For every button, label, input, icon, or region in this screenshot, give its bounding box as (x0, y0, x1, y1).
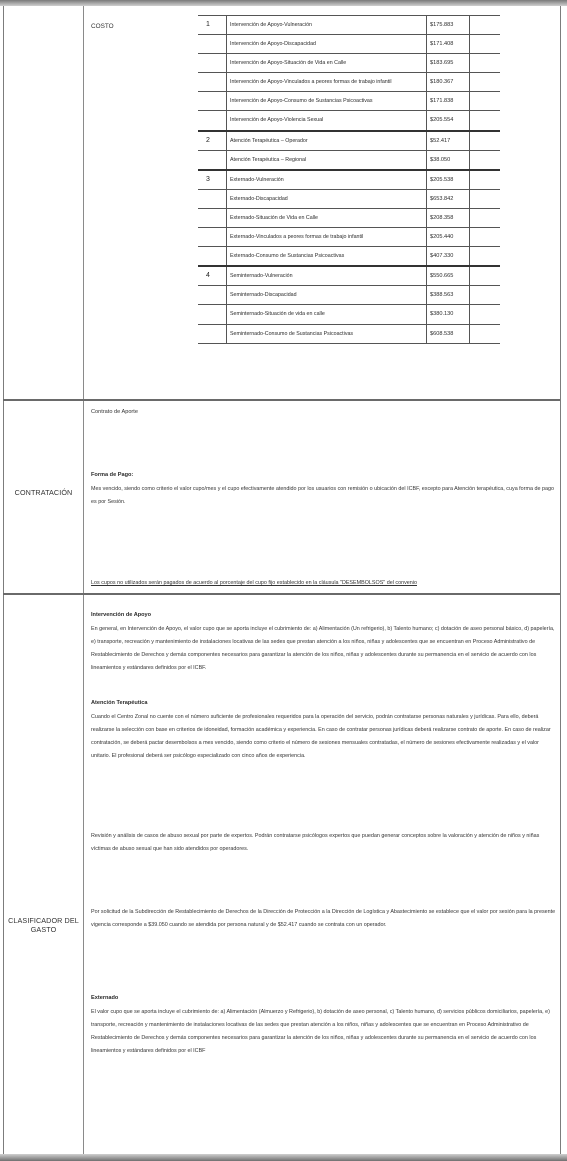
service-label: Seminternado-Vulneración (226, 267, 427, 285)
table-row (198, 92, 500, 111)
cost-value: $407.330 (427, 247, 470, 265)
intervencion-title: Intervención de Apoyo (91, 612, 152, 618)
cost-value: $550.665 (427, 267, 470, 285)
group-number: 3 (206, 175, 210, 183)
group-number (198, 73, 226, 91)
service-label: Intervención de Apoyo-Situación de Vida en Calle (226, 54, 427, 72)
service-label: Intervención de Apoyo-Vulneración (226, 16, 427, 34)
table-row (198, 267, 500, 286)
group-number: 2 (206, 136, 210, 144)
group-number (198, 35, 226, 53)
group-number (198, 151, 226, 169)
cost-value: $52.417 (427, 132, 470, 150)
group-number (198, 286, 226, 304)
group-number: 4 (206, 272, 210, 280)
cost-value: $205.440 (427, 228, 470, 246)
table-row (198, 151, 500, 171)
subdireccion-text: Por solicitud de la Subdirección de Restablecimiento de Derechos de la Dirección de Protección a la Dirección de Logística y Abastecimiento se establece que el valor por sesión para la presente vigencia corresponde a $39.050 cuando se atendida por persona natural y de $52.417 cuando se contrata con un operador. (91, 909, 556, 928)
service-label: Externado-Vulneración (226, 171, 427, 189)
table-row (198, 15, 500, 35)
group-number (198, 228, 226, 246)
table-row (198, 286, 500, 305)
group-number (198, 247, 226, 265)
table-row (198, 247, 500, 267)
table-row (198, 228, 500, 247)
contratacion-label: CONTRATACIÓN (14, 488, 73, 497)
service-label: Atención Terapéutica – Operador (226, 132, 427, 150)
service-label: Intervención de Apoyo-Vinculados a peores formas de trabajo infantil (226, 73, 427, 91)
cost-value: $388.563 (427, 286, 470, 304)
group-number (198, 209, 226, 227)
table-row (198, 73, 500, 92)
contratacion-tipo: Contrato de Aporte (91, 409, 138, 415)
cost-value: $653.842 (427, 190, 470, 208)
costo-table (198, 15, 500, 344)
table-row (198, 190, 500, 209)
forma-pago-title: Forma de Pago: (91, 472, 134, 478)
atencion-text: Cuando el Centro Zonal no cuente con el número suficiente de profesionales requeridos para la operación del servicio, podrán contratarse personas naturales y jurídicas. Para ello, deberá realizarse la selección con base en criterios de idoneidad, formación académica y experiencia. En caso de contratar personas jurídicas deberá realizarse contrato de aporte. En caso de realizar contratación, se deberá pactar desembolsos a mes vencido, siendo como criterio el número de sesiones mensuales contratadas, el número de sesiones efectivamente realizadas y el valor unitario. El profesional deberá ser psicólogo especializado con cinco años de experiencia. (91, 714, 551, 759)
table-row (198, 171, 500, 190)
clasificador-label: CLASIFICADOR DEL GASTO (8, 916, 79, 934)
revision-text: Revisión y análisis de casos de abuso sexual por parte de expertos. Podrán contratarse psicólogos expertos que puedan generar conceptos sobre la valoración y atención de niños y niñas víctimas de abuso sexual que han sido atendidos por operadores. (91, 833, 540, 852)
atencion-title: Atención Terapéutica (91, 700, 148, 706)
table-row (198, 305, 500, 324)
service-label: Externado-Vinculados a peores formas de trabajo infantil (226, 228, 427, 246)
row-divider-contratacion (3, 593, 560, 595)
table-row (198, 54, 500, 73)
externado-text: El valor cupo que se aporta incluye el cubrimiento de: a) Alimentación (Almuerzo y Refrigerio), b) dotación de aseo personal, c) Talento humano, d) servicios públicos domiciliarios, papelería, e) transporte, recreación y mantenimiento de instalaciones locativas de las sedes que prestan atención a los niños, niñas y adolescentes que se encuentran en Proceso Administrativo de Restablecimiento de Derechos y demás componentes necesarios para garantizar la atención de los niños, niñas y adolescentes durante su permanencia en el servicio de acuerdo con los lineamientos y estándares definidos por el ICBF (91, 1009, 550, 1054)
cost-value: $608.538 (427, 325, 470, 343)
service-label: Seminternado-Consumo de Sustancias Psicoactivas (226, 325, 427, 343)
cupos-note: Los cupos no utilizados serán pagados de acuerdo al porcentaje del cupo fijo establecido en la cláusula "DESEMBOLSOS" del convenio (91, 580, 417, 586)
group-number: 1 (206, 21, 210, 28)
cost-value: $38.050 (427, 151, 470, 169)
cost-value: $205.538 (427, 171, 470, 189)
cost-value: $171.838 (427, 92, 470, 110)
table-row (198, 111, 500, 131)
table-row (198, 132, 500, 151)
service-label: Intervención de Apoyo-Discapacidad (226, 35, 427, 53)
row-divider-costo (3, 399, 560, 401)
service-label: Seminternado-Situación de vida en calle (226, 305, 427, 323)
table-row (198, 209, 500, 228)
group-number (198, 325, 226, 343)
cost-value: $180.367 (427, 73, 470, 91)
intervencion-text: En general, en Intervención de Apoyo, el valor cupo que se aporta incluye el cubrimiento de: a) Alimentación (Un refrigerio), b) Talento humano; c) dotación de aseo personal básico, d) papelería, e) transporte, recreación y mantenimiento de instalaciones locativas de las sedes que prestan atención a los niños, niñas y adolescentes que se encuentran en Proceso Administrativo de Restablecimiento de Derechos y demás componentes necesarios para garantizar la atención de los niños, niñas y adolescentes durante su permanencia en el servicio de acuerdo con los lineamientos y estándares definidos por el ICBF. (91, 626, 555, 671)
column-divider (83, 6, 84, 1154)
table-row (198, 325, 500, 344)
cost-value: $175.883 (427, 16, 470, 34)
forma-pago-text: Mes vencido, siendo como criterio el valor cupo/mes y el cupo efectivamente atendido por los usuarios con remisión o ubicación del ICBF, excepto para Atención terapéutica, cuya forma de pago es por Sesión. (91, 486, 554, 505)
cost-value: $183.695 (427, 54, 470, 72)
service-label: Externado-Situación de Vida en Calle (226, 209, 427, 227)
cost-value: $171.408 (427, 35, 470, 53)
bottom-edge (0, 1154, 567, 1161)
service-label: Intervención de Apoyo-Consumo de Sustancias Psicoactivas (226, 92, 427, 110)
group-number (198, 54, 226, 72)
table-row (198, 35, 500, 54)
group-number (198, 305, 226, 323)
service-label: Externado-Discapacidad (226, 190, 427, 208)
service-label: Externado-Consumo de Sustancias Psicoactivas (226, 247, 427, 265)
group-number (198, 190, 226, 208)
cost-value: $208.358 (427, 209, 470, 227)
service-label: Atención Terapéutica – Regional (226, 151, 427, 169)
group-number (198, 92, 226, 110)
costo-label: COSTO (91, 23, 114, 30)
externado-title: Externado (91, 995, 119, 1001)
cost-value: $205.554 (427, 111, 470, 129)
cost-value: $380.130 (427, 305, 470, 323)
service-label: Intervención de Apoyo-Violencia Sexual (226, 111, 427, 129)
service-label: Seminternado-Discapacidad (226, 286, 427, 304)
group-number (198, 111, 226, 129)
